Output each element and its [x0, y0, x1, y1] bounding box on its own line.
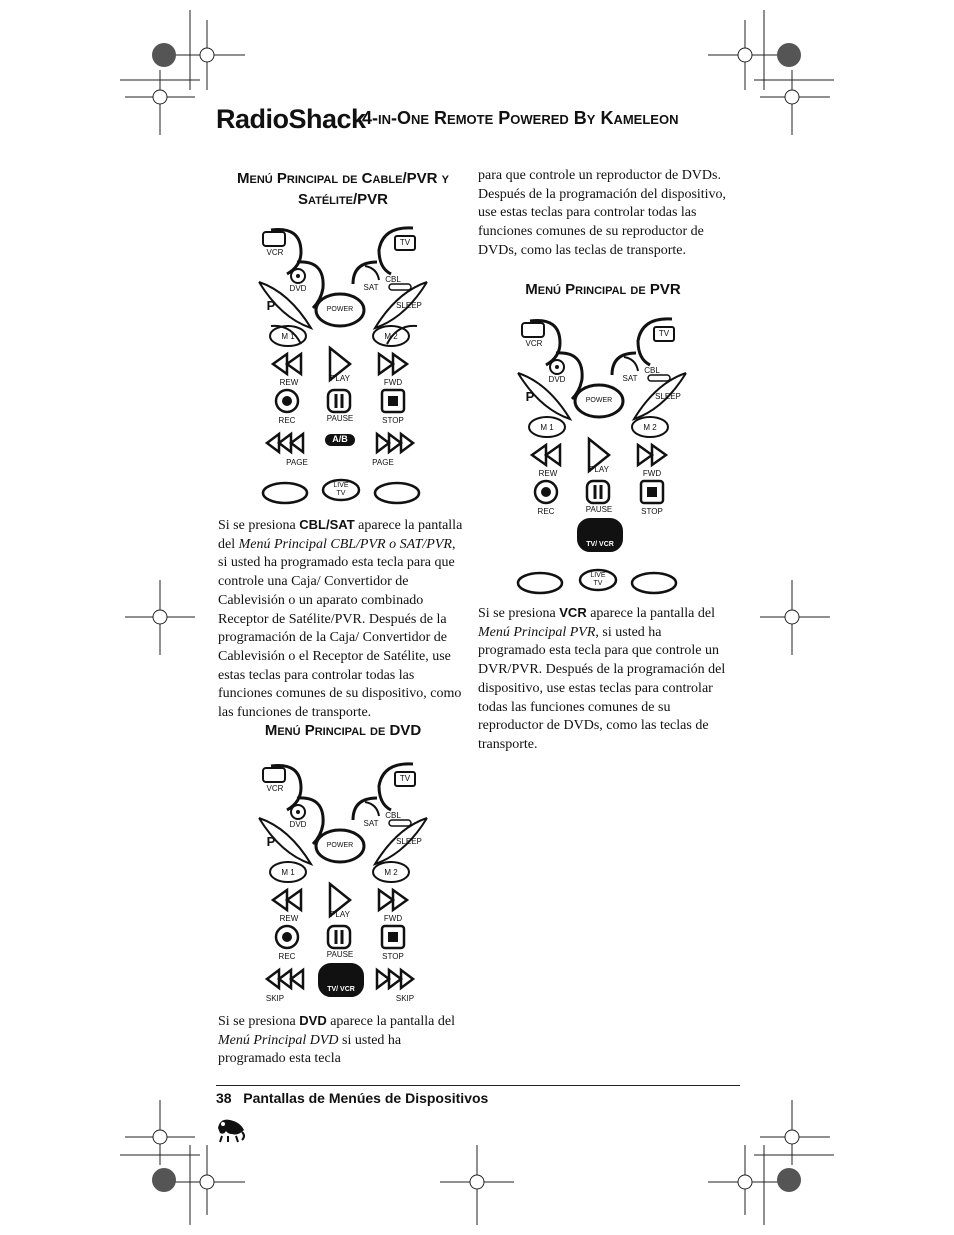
tv-key-label: TV [399, 238, 411, 247]
stop-icon [647, 487, 657, 497]
rec-key-label: REC [537, 507, 555, 516]
m2-key-label: M 2 [384, 332, 398, 341]
live-key-label: LIVE [333, 482, 349, 489]
rec-key-label: REC [278, 416, 296, 425]
stop-key-label: STOP [382, 952, 404, 961]
sat-key-label: SAT [363, 283, 379, 292]
rewind-icon [273, 354, 301, 374]
page-left-key-label: PAGE [286, 458, 308, 467]
cbl-key-label: CBL [385, 811, 401, 820]
page-header-title: 4-in-One Remote Powered By Kameleon [362, 108, 679, 128]
text-run: Si se presiona [478, 606, 560, 621]
record-icon [541, 487, 551, 497]
fast-forward-icon [638, 445, 666, 465]
skip-right-key-label: SKIP [395, 994, 415, 1003]
ab-key-label: A/B [332, 434, 348, 444]
remote-diagram-dvd [243, 758, 443, 1008]
page-footer [216, 1090, 488, 1106]
tvvcr-key-label: TV/ VCR [586, 541, 614, 548]
p-key-label: P [525, 389, 535, 404]
remote-buttons-art [243, 758, 443, 1008]
sat-key-label: SAT [622, 374, 638, 383]
power-key-label: POWER [326, 306, 354, 313]
rew-key-label: REW [538, 469, 558, 478]
fwd-key-label: FWD [642, 469, 662, 478]
sleep-key-label: SLEEP [396, 301, 422, 310]
m2-key-label: M 2 [643, 423, 657, 432]
power-key-label: POWER [585, 397, 613, 404]
fwd-key-label: FWD [383, 914, 403, 923]
paragraph-cable [218, 516, 468, 723]
page-number: 38 [216, 1090, 232, 1106]
sleep-key-label: SLEEP [655, 392, 681, 401]
key-name: VCR [559, 605, 587, 620]
text-run: aparece la pantalla del [218, 518, 463, 552]
pause-key-label: PAUSE [326, 950, 354, 959]
section-title-line: Satélite/PVR [297, 191, 389, 208]
key-name: DVD [299, 1013, 327, 1028]
vcr-icon [263, 768, 285, 782]
m1-key-label: M 1 [540, 423, 554, 432]
menu-name: Menú Principal DVD [218, 1032, 339, 1048]
m1-key-label: M 1 [281, 868, 295, 877]
menu-name: Menú Principal CBL/PVR o SAT/PVR [238, 536, 452, 552]
skip-left-key-label: SKIP [265, 994, 285, 1003]
p-key-label: P [266, 834, 276, 849]
m1-key-label: M 1 [281, 332, 295, 341]
chameleon-logo-icon [214, 1114, 248, 1144]
fast-forward-icon [379, 354, 407, 374]
remote-buttons-art [243, 222, 443, 512]
stop-icon [388, 932, 398, 942]
record-icon [282, 396, 292, 406]
section-title-line: Menú Principal de Cable/PVR y [237, 170, 449, 187]
remote-diagram-pvr [502, 313, 702, 603]
tvvcr-key-label: TV/ VCR [327, 986, 355, 993]
skip-forward-icon [632, 573, 676, 593]
menu-name: Menú Principal PVR [478, 624, 596, 640]
sleep-key-label: SLEEP [396, 837, 422, 846]
m2-key-label: M 2 [384, 868, 398, 877]
fwd-key-label: FWD [383, 378, 403, 387]
cbl-key-label: CBL [644, 366, 660, 375]
live-key-label: LIVE [590, 572, 606, 579]
skip-back-icon [267, 970, 303, 988]
p-key-label: P [266, 298, 276, 313]
footer-section-title: Pantallas de Menúes de Dispositivos [243, 1090, 489, 1106]
footer-rule [216, 1085, 740, 1086]
pause-key-label: PAUSE [585, 505, 613, 514]
fast-forward-icon [379, 890, 407, 910]
tv-key-label: TV [658, 329, 670, 338]
key-name: CBL/SAT [299, 517, 355, 532]
dvd-key-label: DVD [289, 284, 307, 293]
text-run: aparece la pantalla del [326, 1014, 455, 1029]
rewind-icon [273, 890, 301, 910]
live-tv-key-label: TV [336, 490, 346, 497]
paragraph-dvd-continued: para que controle un reproductor de DVDs. Después de la programación del dispositivo, use estas teclas para controlar todas las funciones comunes de su reproductor de DVDs, como las teclas de transporte. [478, 168, 727, 258]
live-tv-key-label: TV [593, 580, 603, 587]
page-back-icon [267, 434, 303, 452]
play-key-label: PLAY [330, 374, 350, 383]
section-title-pvr: Menú Principal de PVR [525, 281, 681, 298]
text-run: Si se presiona [218, 1014, 300, 1029]
play-key-label: PLAY [589, 465, 609, 474]
pause-key-label: PAUSE [326, 414, 354, 423]
remote-diagram-cable [243, 222, 443, 512]
brand-logo: RadioShack [216, 104, 366, 134]
vcr-key-label: VCR [525, 339, 543, 348]
rewind-icon [532, 445, 560, 465]
dvd-key-label: DVD [548, 375, 566, 384]
dvd-key-label: DVD [289, 820, 307, 829]
vcr-key-label: VCR [266, 248, 284, 257]
stop-icon [388, 396, 398, 406]
cbl-key-label: CBL [385, 275, 401, 284]
page-forward-icon [377, 434, 413, 452]
text-run: , si usted ha programado esta tecla para que controle un DVR/PVR. Después de la programación del dispositivo, use estas teclas para controlar todas las funciones comunes de su reproductor de DVDs, como las teclas de transporte. [478, 624, 726, 752]
rew-key-label: REW [279, 914, 299, 923]
skip-forward-icon [377, 970, 413, 988]
text-run: , si usted ha programado esta tecla para que controle una Caja/ Convertidor de Cablevisión o un aparato combinado Receptor de Satélite/PVR. Después de la programación de la Caja/ Convertidor de Cablevisión o el Receptor de Satélite, use estas teclas para controlar todas las funciones comunes de su dispositivo, como las funciones de transporte. [218, 536, 462, 721]
power-key-label: POWER [326, 842, 354, 849]
stop-key-label: STOP [382, 416, 404, 425]
vcr-icon [522, 323, 544, 337]
section-title-dvd: Menú Principal de DVD [264, 722, 422, 739]
section-title-cable [218, 168, 468, 210]
text-run: aparece la pantalla del [586, 606, 715, 621]
play-key-label: PLAY [330, 910, 350, 919]
record-icon [282, 932, 292, 942]
vcr-key-label: VCR [266, 784, 284, 793]
skip-forward-icon [375, 483, 419, 503]
text-run: si usted ha programado esta tecla [218, 1032, 402, 1067]
paragraph-dvd [218, 1012, 468, 1069]
text-run: Si se presiona [218, 518, 300, 533]
sat-key-label: SAT [363, 819, 379, 828]
remote-buttons-art [502, 313, 702, 603]
paragraph-pvr [478, 604, 732, 755]
rew-key-label: REW [279, 378, 299, 387]
tv-key-label: TV [399, 774, 411, 783]
stop-key-label: STOP [641, 507, 663, 516]
rec-key-label: REC [278, 952, 296, 961]
replay-icon [263, 483, 307, 503]
page-right-key-label: PAGE [372, 458, 394, 467]
vcr-icon [263, 232, 285, 246]
replay-icon [518, 573, 562, 593]
